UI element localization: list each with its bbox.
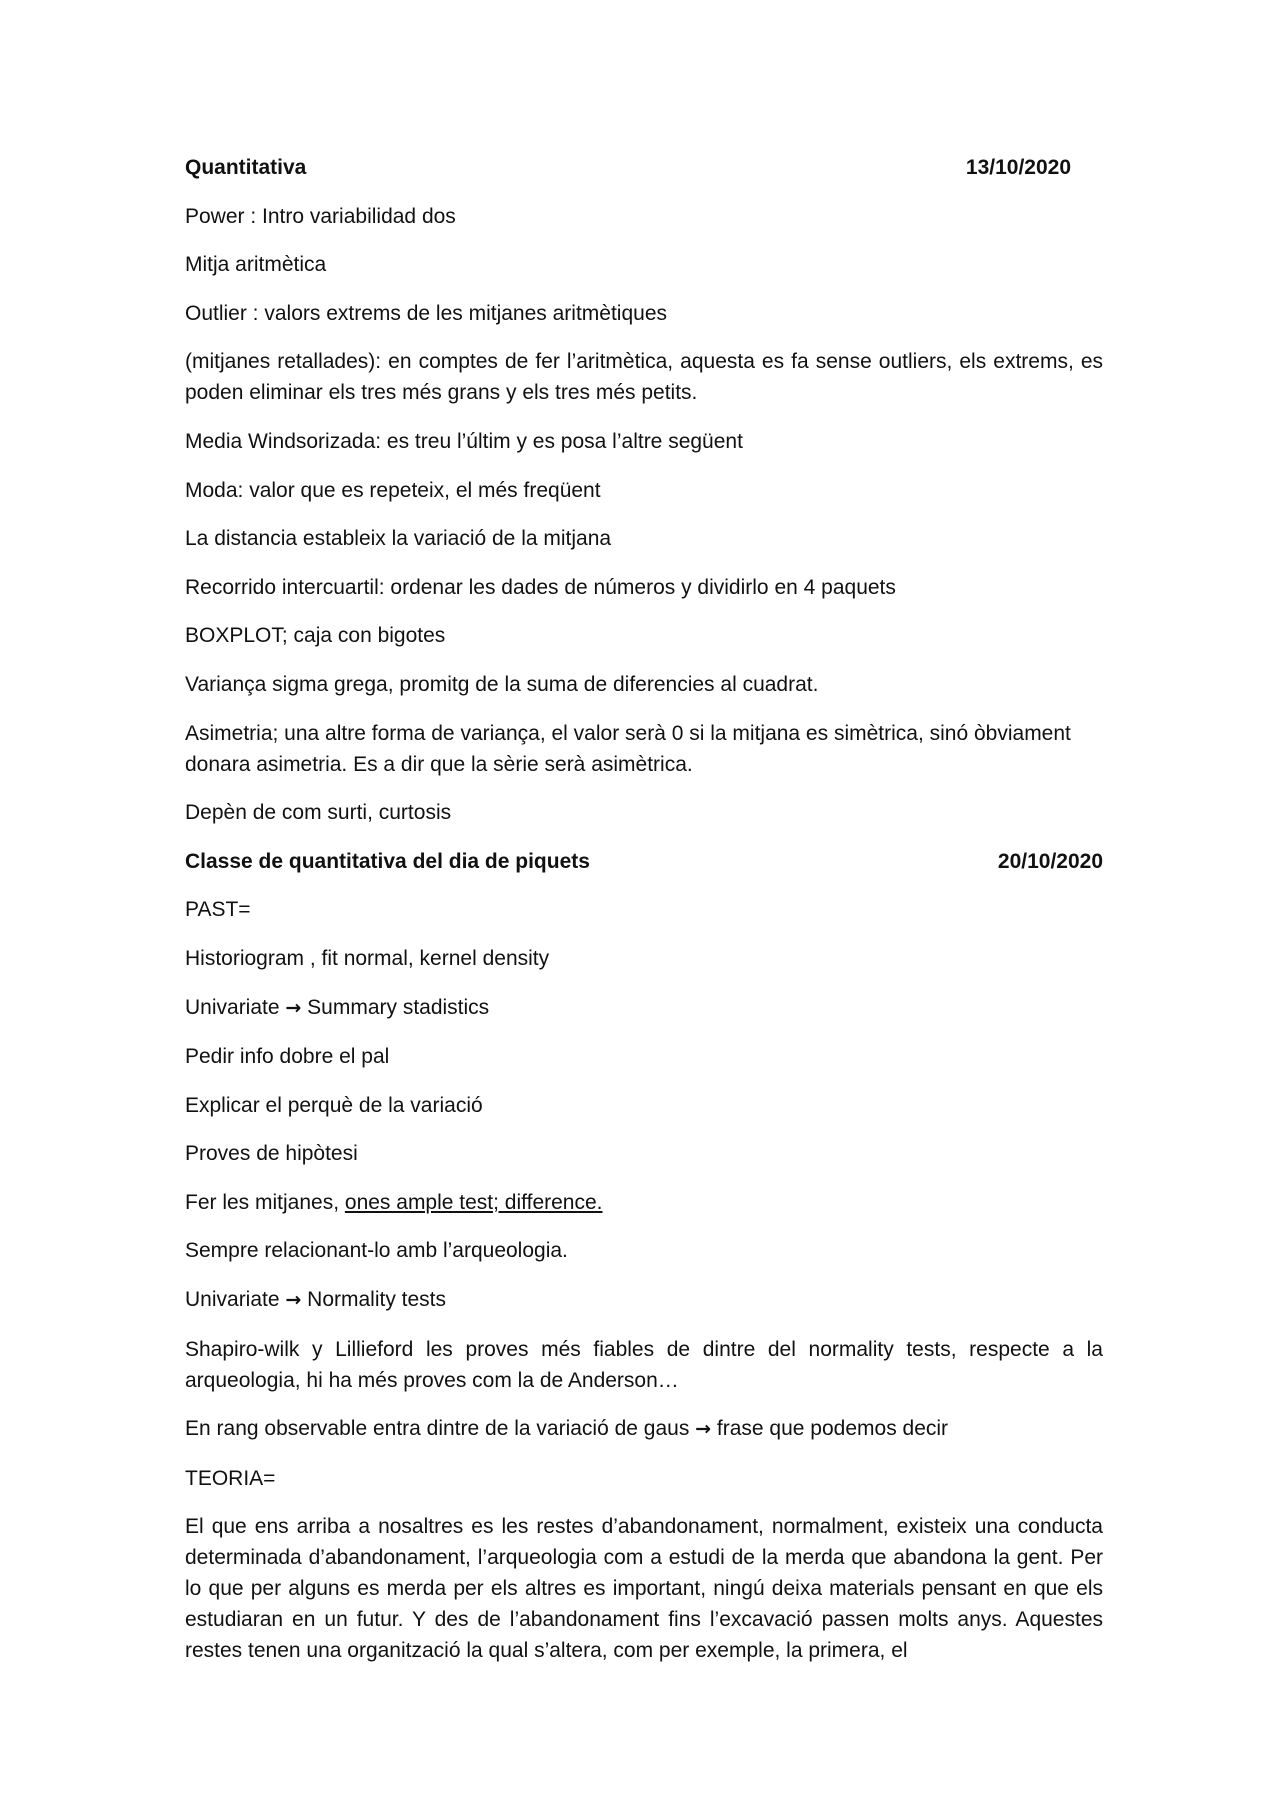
text-span: Univariate <box>185 995 286 1019</box>
paragraph <box>185 1413 1103 1445</box>
paragraph: Shapiro-wilk y Lillieford les proves més fiables de dintre del normality tests, respecte a la arqueologia, hi ha més proves com la de Anderson… <box>185 1337 1103 1392</box>
paragraph: Sempre relacionant-lo amb l’arqueologia. <box>185 1239 568 1263</box>
section-date: 13/10/2020 <box>965 156 1071 179</box>
paragraph: TEORIA= <box>185 1466 276 1490</box>
section-title: Classe de quantitativa del dia de piquets <box>185 849 590 873</box>
text-span: Normality tests <box>301 1288 447 1312</box>
paragraph: Pedir info dobre el pal <box>185 1045 390 1069</box>
paragraph: Moda: valor que es repeteix, el més freqüent <box>185 478 601 502</box>
paragraph: Explicar el perquè de la variació <box>185 1093 483 1117</box>
right-arrow-icon: → <box>285 1289 302 1312</box>
text-span: En rang observable entra dintre de la variació de gaus <box>185 1417 696 1441</box>
section-date: 20/10/2020 <box>997 849 1103 873</box>
paragraph: PAST= <box>185 898 251 922</box>
text-span: Fer les mitjanes, <box>185 1190 345 1214</box>
paragraph: Outlier : valors extrems de les mitjanes aritmètiques <box>185 301 668 325</box>
paragraph: Historiogram , fit normal, kernel density <box>185 946 550 970</box>
section-heading-1 <box>185 152 1103 183</box>
right-arrow-icon: → <box>285 996 302 1019</box>
section-title: Quantitativa <box>185 156 307 179</box>
text-span: Summary stadistics <box>301 995 490 1019</box>
underlined-text: ones ample test; difference. <box>344 1190 603 1214</box>
right-arrow-icon: → <box>695 1418 712 1441</box>
paragraph: Variança sigma grega, promitg de la suma de diferencies al cuadrat. <box>185 672 819 696</box>
paragraph: La distancia estableix la variació de la mitjana <box>185 527 612 551</box>
paragraph: Media Windsorizada: es treu l’últim y es posa l’altre següent <box>185 429 743 453</box>
paragraph: Depèn de com surti, curtosis <box>185 801 452 825</box>
paragraph <box>185 1187 1103 1218</box>
text-span: Univariate <box>185 1288 286 1312</box>
paragraph: BOXPLOT; caja con bigotes <box>185 624 446 648</box>
document-body <box>185 152 1103 1684</box>
paragraph: Asimetria; una altre forma de variança, el valor serà 0 si la mitjana es simètrica, sinó òbviament donara asimetria. Es a dir que la sèrie serà asimètrica. <box>185 721 1071 776</box>
text-span: frase que podemos decir <box>711 1417 949 1441</box>
paragraph <box>185 1284 1103 1316</box>
paragraph: Proves de hipòtesi <box>185 1142 358 1166</box>
paragraph: Recorrido intercuartil: ordenar les dades de números y dividirlo en 4 paquets <box>185 575 896 599</box>
paragraph <box>185 992 1103 1024</box>
paragraph: (mitjanes retallades): en comptes de fer l’aritmètica, aquesta es fa sense outliers, els extrems, es poden eliminar els tres més grans y els tres més petits. <box>185 350 1103 405</box>
paragraph: El que ens arriba a nosaltres es les restes d’abandonament, normalment, existeix una conducta determinada d’abandonament, l’arqueologia com a estudi de la merda que abandona la gent. Per lo que per alguns es merda per els altres es important, ningú deixa materials pensant en que els estudiaran en un futur. Y des de l’abandonament fins l’excavació passen molts anys. Aquestes restes tenen una organització la qual s’altera, com per exemple, la primera, el <box>185 1515 1103 1663</box>
paragraph: Power : Intro variabilidad dos <box>185 204 456 228</box>
section-heading-2 <box>185 846 1103 877</box>
paragraph: Mitja aritmètica <box>185 253 327 277</box>
